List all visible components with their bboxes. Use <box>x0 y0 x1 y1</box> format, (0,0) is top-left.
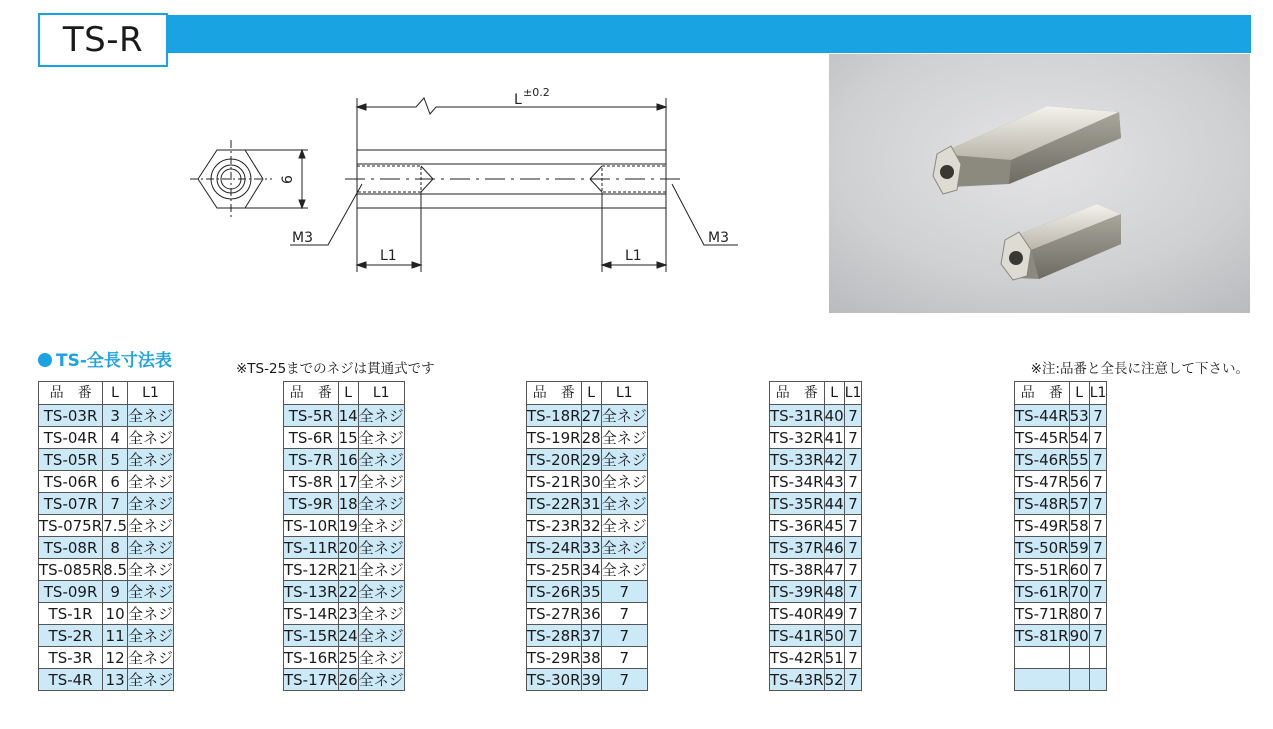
cell-l: 20 <box>338 538 358 557</box>
cell-name: TS-31R <box>770 406 824 425</box>
cell-name: TS-38R <box>770 560 824 579</box>
table-row <box>39 559 174 581</box>
cell-l: 28 <box>581 428 601 447</box>
cell-l1: 全ネジ <box>601 472 647 491</box>
cell-name: TS-28R <box>527 626 581 645</box>
cell-l1: 全ネジ <box>128 494 174 513</box>
cell-l1: 全ネジ <box>601 428 647 447</box>
table-row <box>527 603 648 625</box>
cell-name: TS-33R <box>770 450 824 469</box>
cell-name: TS-41R <box>770 626 824 645</box>
cell-name: TS-12R <box>284 560 338 579</box>
cell-l: 58 <box>1069 516 1089 535</box>
cell-l: 56 <box>1069 472 1089 491</box>
table-row <box>284 647 405 669</box>
cell-l1: 全ネジ <box>358 626 404 645</box>
table-row <box>770 493 862 515</box>
spec-table-3 <box>526 381 648 691</box>
table-row <box>527 515 648 537</box>
table-row <box>527 625 648 647</box>
cell-l: 42 <box>824 450 844 469</box>
cell-l: 40 <box>824 406 844 425</box>
cell-l: 8.5 <box>103 560 128 579</box>
cell-name: TS-26R <box>527 582 581 601</box>
cell-name: TS-4R <box>39 669 103 691</box>
cell-name: TS-24R <box>527 538 581 557</box>
m3-left-label: M3 <box>292 230 313 246</box>
table-row <box>284 581 405 603</box>
cell-name <box>1015 669 1070 691</box>
table-row <box>39 471 174 493</box>
table-row <box>527 559 648 581</box>
table-row <box>527 471 648 493</box>
cell-l1: 全ネジ <box>128 450 174 469</box>
cell-l: 7 <box>103 493 128 515</box>
cell-l1: 全ネジ <box>128 560 174 579</box>
cell-l1: 全ネジ <box>128 472 174 491</box>
table-row <box>770 559 862 581</box>
cell-l1: 7 <box>1089 449 1107 471</box>
cell-l: 45 <box>824 516 844 535</box>
cell-l: 26 <box>338 670 358 689</box>
cell-name: TS-43R <box>770 670 824 689</box>
cell-name: TS-45R <box>1015 428 1069 447</box>
table-row <box>284 537 405 559</box>
cell-l: 9 <box>103 581 128 603</box>
cell-name: TS-15R <box>284 626 338 645</box>
cell-l1: 全ネジ <box>358 604 404 623</box>
cell-name: TS-14R <box>284 604 338 623</box>
cell-name: TS-9R <box>284 493 339 515</box>
l-tolerance: ±0.2 <box>523 86 550 99</box>
cell-name: TS-6R <box>284 427 339 449</box>
table-row <box>39 449 174 471</box>
cell-l: 44 <box>824 494 844 513</box>
cell-l: 7.5 <box>103 516 128 535</box>
cell-name: TS-05R <box>39 449 103 471</box>
cell-l1: 7 <box>601 647 647 669</box>
cell-l: 50 <box>824 626 844 645</box>
cell-l: 37 <box>581 626 601 645</box>
table-row <box>1015 669 1107 691</box>
cell-l: 33 <box>581 538 601 557</box>
cell-l <box>1069 647 1089 669</box>
table-row <box>770 603 862 625</box>
table-row <box>770 647 862 669</box>
cell-l: 41 <box>824 428 844 447</box>
cell-name: TS-22R <box>527 494 581 513</box>
cell-l1: 全ネジ <box>358 450 404 469</box>
cell-l: 32 <box>581 516 601 535</box>
cell-l1: 全ネジ <box>601 560 647 579</box>
cell-l1: 7 <box>844 581 862 603</box>
header-l1: L1 <box>358 382 404 405</box>
hex-dim-label: 6 <box>280 175 296 184</box>
cell-l1: 7 <box>844 427 862 449</box>
cell-name: TS-1R <box>39 603 103 625</box>
cell-l: 54 <box>1069 428 1089 447</box>
technical-drawing <box>180 80 740 280</box>
header-name: 品 番 <box>284 382 339 405</box>
bullet-icon <box>38 353 52 367</box>
cell-l1: 7 <box>601 603 647 625</box>
cell-l1: 全ネジ <box>358 516 404 535</box>
cell-l: 25 <box>338 648 358 667</box>
cell-l1: 全ネジ <box>128 406 174 425</box>
cell-l1: 7 <box>1089 405 1107 427</box>
spec-table-4 <box>769 381 862 691</box>
cell-l1: 7 <box>1089 493 1107 515</box>
cell-l: 4 <box>103 427 128 449</box>
cell-l1: 全ネジ <box>358 670 404 689</box>
cell-name: TS-51R <box>1015 560 1069 579</box>
cell-l1: 全ネジ <box>358 472 404 491</box>
cell-l1: 全ネジ <box>601 450 647 469</box>
header-l1: L1 <box>128 382 174 405</box>
cell-l: 16 <box>338 450 358 469</box>
cell-l1: 7 <box>1089 603 1107 625</box>
header-name: 品 番 <box>770 382 825 405</box>
cell-l1: 全ネジ <box>601 538 647 557</box>
header-l: L <box>338 382 358 405</box>
table-row <box>1015 471 1107 493</box>
table-row <box>284 427 405 449</box>
cell-l1: 全ネジ <box>128 428 174 447</box>
cell-l: 30 <box>581 472 601 491</box>
cell-l: 14 <box>338 406 358 425</box>
note-caution: ※注:品番と全長に注意して下さい。 <box>1030 361 1249 377</box>
table-row <box>39 515 174 537</box>
cell-l: 36 <box>581 604 601 623</box>
cell-l: 70 <box>1069 582 1089 601</box>
cell-name: TS-06R <box>39 471 103 493</box>
cell-l: 5 <box>103 449 128 471</box>
cell-name: TS-21R <box>527 472 581 491</box>
cell-name: TS-8R <box>284 471 339 493</box>
cell-l: 13 <box>103 669 128 691</box>
cell-l1: 7 <box>1089 471 1107 493</box>
table-row <box>284 471 405 493</box>
cell-name: TS-46R <box>1015 450 1069 469</box>
cell-name: TS-35R <box>770 494 824 513</box>
table-row <box>1015 625 1107 647</box>
product-photo <box>829 54 1250 313</box>
cell-l1: 7 <box>1089 581 1107 603</box>
cell-l1: 7 <box>844 603 862 625</box>
cell-l: 31 <box>581 494 601 513</box>
header-l: L <box>1069 382 1089 405</box>
cell-l1: 7 <box>844 515 862 537</box>
cell-l: 23 <box>338 604 358 623</box>
cell-l: 34 <box>581 560 601 579</box>
cell-name: TS-19R <box>527 428 581 447</box>
cell-l1: 全ネジ <box>358 538 404 557</box>
cell-name: TS-47R <box>1015 472 1069 491</box>
cell-l1: 全ネジ <box>128 604 174 623</box>
cell-l1: 7 <box>1089 537 1107 559</box>
table-row <box>770 581 862 603</box>
cell-name: TS-37R <box>770 538 824 557</box>
table-row <box>527 493 648 515</box>
spec-table-2 <box>283 381 405 691</box>
cell-l1: 全ネジ <box>358 560 404 579</box>
cell-l: 49 <box>824 604 844 623</box>
cell-l1: 全ネジ <box>128 538 174 557</box>
cell-l1: 7 <box>601 669 647 691</box>
m3-right-label: M3 <box>708 230 729 246</box>
cell-name: TS-61R <box>1015 582 1069 601</box>
cell-l1: 全ネジ <box>358 406 404 425</box>
l1-left-label: L1 <box>380 248 397 264</box>
cell-l <box>1069 669 1089 691</box>
table-row <box>770 471 862 493</box>
cell-l1: 全ネジ <box>128 670 174 689</box>
cell-l: 57 <box>1069 494 1089 513</box>
cell-l1: 7 <box>844 537 862 559</box>
cell-l: 48 <box>824 582 844 601</box>
cell-l1: 7 <box>844 559 862 581</box>
cell-l: 35 <box>581 582 601 601</box>
cell-name: TS-17R <box>284 670 338 689</box>
cell-l: 11 <box>103 625 128 647</box>
table-row <box>39 647 174 669</box>
cell-name: TS-44R <box>1015 406 1069 425</box>
cell-l: 8 <box>103 537 128 559</box>
cell-name: TS-20R <box>527 450 581 469</box>
header-l: L <box>824 382 844 405</box>
cell-l1: 全ネジ <box>128 582 174 601</box>
cell-l1: 7 <box>844 625 862 647</box>
cell-l: 43 <box>824 472 844 491</box>
cell-name: TS-40R <box>770 604 824 623</box>
table-row <box>284 515 405 537</box>
cell-name: TS-48R <box>1015 494 1069 513</box>
cell-name: TS-23R <box>527 516 581 535</box>
cell-name: TS-81R <box>1015 626 1069 645</box>
cell-l: 60 <box>1069 560 1089 579</box>
cell-l1: 全ネジ <box>358 582 404 601</box>
cell-name: TS-08R <box>39 537 103 559</box>
table-row <box>770 515 862 537</box>
header-bar <box>38 15 1251 53</box>
cell-name: TS-03R <box>39 405 103 427</box>
cell-l1: 全ネジ <box>601 406 647 425</box>
header-name: 品 番 <box>1015 382 1070 405</box>
l1-right-label: L1 <box>625 248 642 264</box>
cell-name: TS-39R <box>770 582 824 601</box>
cell-name: TS-5R <box>284 405 339 427</box>
cell-l1: 7 <box>1089 515 1107 537</box>
header-l: L <box>581 382 601 405</box>
cell-l1: 7 <box>844 493 862 515</box>
table-row <box>1015 515 1107 537</box>
table-row <box>527 449 648 471</box>
cell-name: TS-16R <box>284 648 338 667</box>
table-row <box>39 625 174 647</box>
cell-name: TS-32R <box>770 428 824 447</box>
cell-l1: 全ネジ <box>128 516 174 535</box>
table-row <box>39 537 174 559</box>
table-row <box>770 405 862 427</box>
table-row <box>770 427 862 449</box>
cell-l1: 7 <box>844 471 862 493</box>
cell-l: 17 <box>338 472 358 491</box>
cell-name: TS-25R <box>527 560 581 579</box>
spec-table-1 <box>38 381 174 691</box>
cell-l1: 7 <box>1089 625 1107 647</box>
table-row <box>1015 647 1107 669</box>
cell-l1: 7 <box>844 449 862 471</box>
cell-l: 39 <box>581 670 601 689</box>
cell-name: TS-50R <box>1015 538 1069 557</box>
table-row <box>284 405 405 427</box>
cell-name: TS-29R <box>527 648 581 667</box>
table-row <box>284 669 405 691</box>
cell-name: TS-71R <box>1015 604 1069 623</box>
note-through-thread: ※TS-25までのネジは貫通式です <box>236 361 435 377</box>
cell-l: 90 <box>1069 626 1089 645</box>
table-row <box>1015 449 1107 471</box>
cell-name: TS-49R <box>1015 516 1069 535</box>
table-row <box>527 537 648 559</box>
cell-l1 <box>1089 647 1107 669</box>
cell-name: TS-04R <box>39 427 103 449</box>
cell-name: TS-18R <box>527 406 581 425</box>
table-row <box>770 537 862 559</box>
table-row <box>770 625 862 647</box>
table-row <box>1015 405 1107 427</box>
cell-l1: 7 <box>601 625 647 647</box>
cell-l: 22 <box>338 582 358 601</box>
header-l: L <box>103 382 128 405</box>
table-row <box>39 603 174 625</box>
cell-name: TS-10R <box>284 516 338 535</box>
cell-name <box>1015 647 1070 669</box>
header-l1: L1 <box>1089 382 1107 405</box>
table-row <box>527 405 648 427</box>
table-row <box>770 669 862 691</box>
cell-l: 47 <box>824 560 844 579</box>
cell-name: TS-7R <box>284 449 339 471</box>
table-row <box>1015 603 1107 625</box>
cell-name: TS-27R <box>527 604 581 623</box>
cell-name: TS-36R <box>770 516 824 535</box>
header-name: 品 番 <box>527 382 582 405</box>
table-row <box>527 427 648 449</box>
section-title: TS-全長寸法表 <box>38 346 172 371</box>
cell-l: 18 <box>338 494 358 513</box>
header-name: 品 番 <box>39 382 103 405</box>
cell-name: TS-075R <box>39 516 103 535</box>
cell-l1: 全ネジ <box>358 494 404 513</box>
cell-l: 24 <box>338 626 358 645</box>
cell-name: TS-085R <box>39 560 103 579</box>
table-row <box>284 449 405 471</box>
cell-l1: 全ネジ <box>358 428 404 447</box>
table-row <box>284 625 405 647</box>
cell-l: 80 <box>1069 604 1089 623</box>
table-row <box>527 647 648 669</box>
header-l1: L1 <box>844 382 862 405</box>
cell-name: TS-13R <box>284 582 338 601</box>
cell-l1: 全ネジ <box>601 516 647 535</box>
table-row <box>527 581 648 603</box>
cell-l: 51 <box>824 648 844 667</box>
table-row <box>39 493 174 515</box>
cell-l1 <box>1089 669 1107 691</box>
cell-l: 27 <box>581 406 601 425</box>
cell-l1: 7 <box>1089 427 1107 449</box>
cell-name: TS-30R <box>527 670 581 689</box>
table-row <box>284 493 405 515</box>
table-row <box>527 669 648 691</box>
cell-l: 10 <box>103 603 128 625</box>
cell-l: 12 <box>103 647 128 669</box>
cell-name: TS-11R <box>284 538 338 557</box>
cell-l: 38 <box>581 648 601 667</box>
cell-l1: 全ネジ <box>128 648 174 667</box>
table-row <box>284 603 405 625</box>
cell-name: TS-07R <box>39 493 103 515</box>
cell-l: 19 <box>338 516 358 535</box>
cell-l1: 7 <box>844 669 862 691</box>
cell-name: TS-34R <box>770 472 824 491</box>
cell-l1: 全ネジ <box>358 648 404 667</box>
table-row <box>770 449 862 471</box>
cell-l1: 7 <box>601 581 647 603</box>
l-label: L <box>514 92 522 108</box>
cell-l: 52 <box>824 670 844 689</box>
cell-name: TS-09R <box>39 581 103 603</box>
table-row <box>1015 537 1107 559</box>
spec-table-5 <box>1014 381 1107 691</box>
cell-l: 3 <box>103 405 128 427</box>
table-row <box>1015 493 1107 515</box>
cell-l: 6 <box>103 471 128 493</box>
page-title: TS-R <box>38 13 168 67</box>
table-row <box>39 669 174 691</box>
cell-name: TS-3R <box>39 647 103 669</box>
cell-l1: 7 <box>844 405 862 427</box>
cell-l1: 7 <box>844 647 862 669</box>
table-row <box>39 427 174 449</box>
cell-l: 29 <box>581 450 601 469</box>
cell-name: TS-42R <box>770 648 824 667</box>
cell-l: 59 <box>1069 538 1089 557</box>
cell-l1: 7 <box>1089 559 1107 581</box>
cell-l: 46 <box>824 538 844 557</box>
table-row <box>1015 427 1107 449</box>
table-row <box>1015 559 1107 581</box>
header-l1: L1 <box>601 382 647 405</box>
table-row <box>39 581 174 603</box>
cell-name: TS-2R <box>39 625 103 647</box>
cell-l: 55 <box>1069 450 1089 469</box>
cell-l: 15 <box>338 428 358 447</box>
cell-l1: 全ネジ <box>601 494 647 513</box>
table-row <box>284 559 405 581</box>
cell-l: 53 <box>1069 406 1089 425</box>
table-row <box>39 405 174 427</box>
table-row <box>1015 581 1107 603</box>
cell-l: 21 <box>338 560 358 579</box>
cell-l1: 全ネジ <box>128 626 174 645</box>
